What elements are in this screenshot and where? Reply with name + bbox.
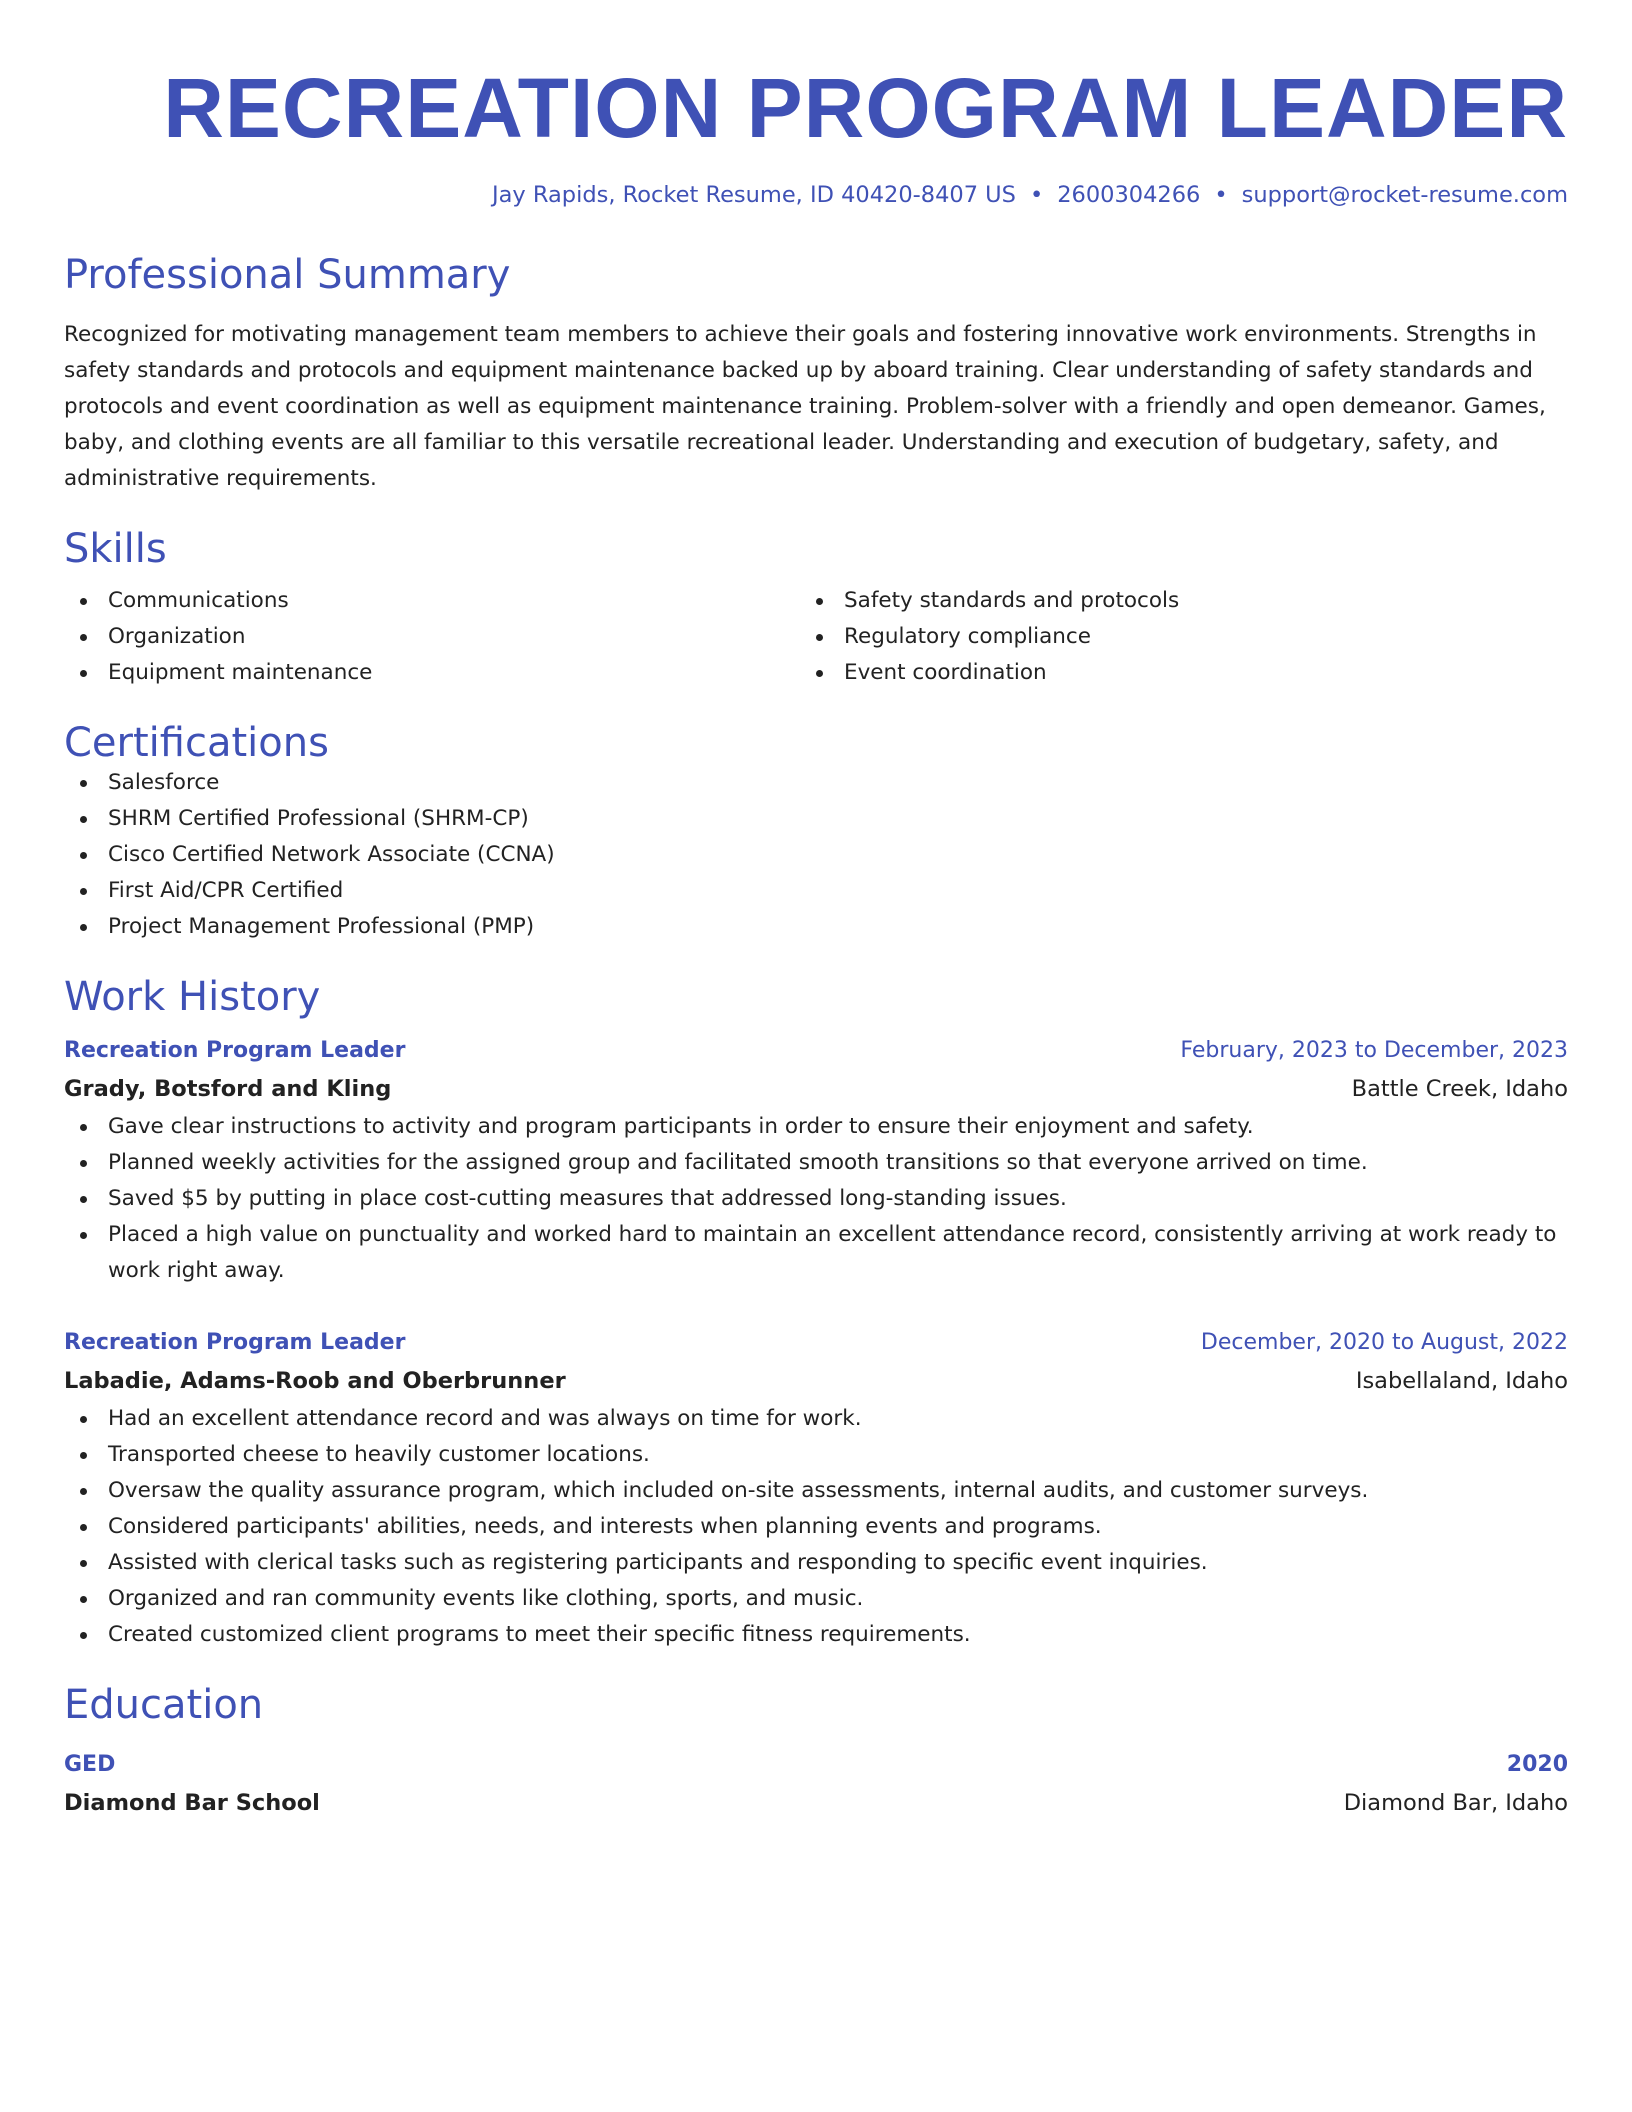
certification-item: SHRM Certified Professional (SHRM-CP) — [64, 801, 1568, 837]
job-entry — [64, 1325, 1568, 1653]
job-dates: February, 2023 to December, 2023 — [1180, 1038, 1568, 1063]
skill-item: Organization — [64, 619, 800, 655]
job-bullet: Saved $5 by putting in place cost-cutting measures that addressed long-standing issues. — [64, 1181, 1568, 1217]
job-bullets — [64, 1109, 1568, 1289]
certification-item: First Aid/CPR Certified — [64, 873, 1568, 909]
certification-item: Project Management Professional (PMP) — [64, 909, 1568, 945]
resume-title: RECREATION PROGRAM LEADER — [163, 61, 1568, 155]
skill-item: Safety standards and protocols — [800, 583, 1536, 619]
section-heading: Work History — [64, 974, 321, 1020]
job-bullet: Transported cheese to heavily customer locations. — [64, 1437, 1568, 1473]
contact-separator: • — [1214, 182, 1228, 208]
job-entry — [64, 1033, 1568, 1289]
certifications-list — [64, 765, 1568, 945]
job-dates: December, 2020 to August, 2022 — [1200, 1330, 1568, 1355]
job-header-row — [64, 1325, 1568, 1361]
job-bullet: Considered participants' abilities, needs, and interests when planning events and programs. — [64, 1509, 1568, 1545]
job-title: Recreation Program Leader — [64, 1330, 406, 1355]
education-entry — [64, 1747, 1568, 1823]
skill-item: Communications — [64, 583, 800, 619]
skill-item: Regulatory compliance — [800, 619, 1536, 655]
skills-grid — [64, 583, 1568, 691]
section-heading: Education — [64, 1682, 264, 1728]
job-bullet: Oversaw the quality assurance program, which included on-site assessments, internal audits, and customer surveys. — [64, 1473, 1568, 1509]
skills-section — [64, 527, 1568, 691]
job-company-row — [64, 1361, 1568, 1401]
contact-phone: 2600304266 — [1057, 182, 1201, 208]
certifications-section — [64, 721, 1568, 945]
education-year: 2020 — [1506, 1752, 1568, 1777]
job-bullets — [64, 1401, 1568, 1653]
job-company: Grady, Botsford and Kling — [64, 1076, 392, 1102]
education-section — [64, 1683, 1568, 1823]
certification-item: Cisco Certified Network Associate (CCNA) — [64, 837, 1568, 873]
education-degree: GED — [64, 1752, 116, 1777]
job-bullet: Planned weekly activities for the assigned group and facilitated smooth transitions so that everyone arrived on time. — [64, 1145, 1568, 1181]
job-company-row — [64, 1069, 1568, 1109]
education-header-row — [64, 1747, 1568, 1783]
job-location: Battle Creek, Idaho — [1351, 1076, 1568, 1102]
professional-summary-section — [64, 253, 1568, 497]
work-history-section — [64, 975, 1568, 1653]
job-bullet: Placed a high value on punctuality and worked hard to maintain an excellent attendance record, consistently arriving at work ready to work right away. — [64, 1217, 1568, 1289]
certification-item: Salesforce — [64, 765, 1568, 801]
education-school-row — [64, 1783, 1568, 1823]
contact-email: support@rocket-resume.com — [1241, 182, 1568, 208]
skills-list-right — [800, 583, 1536, 691]
job-company: Labadie, Adams-Roob and Oberbrunner — [64, 1368, 566, 1394]
section-heading: Professional Summary — [64, 252, 511, 298]
job-bullet: Had an excellent attendance record and was always on time for work. — [64, 1401, 1568, 1437]
job-bullet: Organized and ran community events like clothing, sports, and music. — [64, 1581, 1568, 1617]
job-bullet: Assisted with clerical tasks such as registering participants and responding to specific event inquiries. — [64, 1545, 1568, 1581]
education-location: Diamond Bar, Idaho — [1343, 1790, 1568, 1816]
job-location: Isabellaland, Idaho — [1355, 1368, 1568, 1394]
contact-address: Jay Rapids, Rocket Resume, ID 40420-8407 US — [491, 182, 1016, 208]
job-bullet: Created customized client programs to meet their specific fitness requirements. — [64, 1617, 1568, 1653]
summary-text: Recognized for motivating management team members to achieve their goals and fostering innovative work environments. Strengths in safety standards and protocols and equipment maintenance backed up by aboard training. Clear understanding of safety standards and protocols and event coordination as well as equipment maintenance training. Problem-solver with a friendly and open demeanor. Games, baby, and clothing events are all familiar to this versatile recreational leader. Understanding and execution of budgetary, safety, and administrative requirements. — [64, 322, 1546, 491]
job-header-row — [64, 1033, 1568, 1069]
section-heading: Certifications — [64, 720, 329, 766]
skills-list-left — [64, 583, 800, 691]
section-heading: Skills — [64, 526, 167, 572]
contact-separator: • — [1029, 182, 1044, 208]
job-bullet: Gave clear instructions to activity and program participants in order to ensure their enjoyment and safety. — [64, 1109, 1568, 1145]
job-title: Recreation Program Leader — [64, 1038, 406, 1063]
skill-item: Event coordination — [800, 655, 1536, 691]
education-school: Diamond Bar School — [64, 1790, 320, 1816]
skill-item: Equipment maintenance — [64, 655, 800, 691]
contact-line — [64, 182, 1568, 209]
